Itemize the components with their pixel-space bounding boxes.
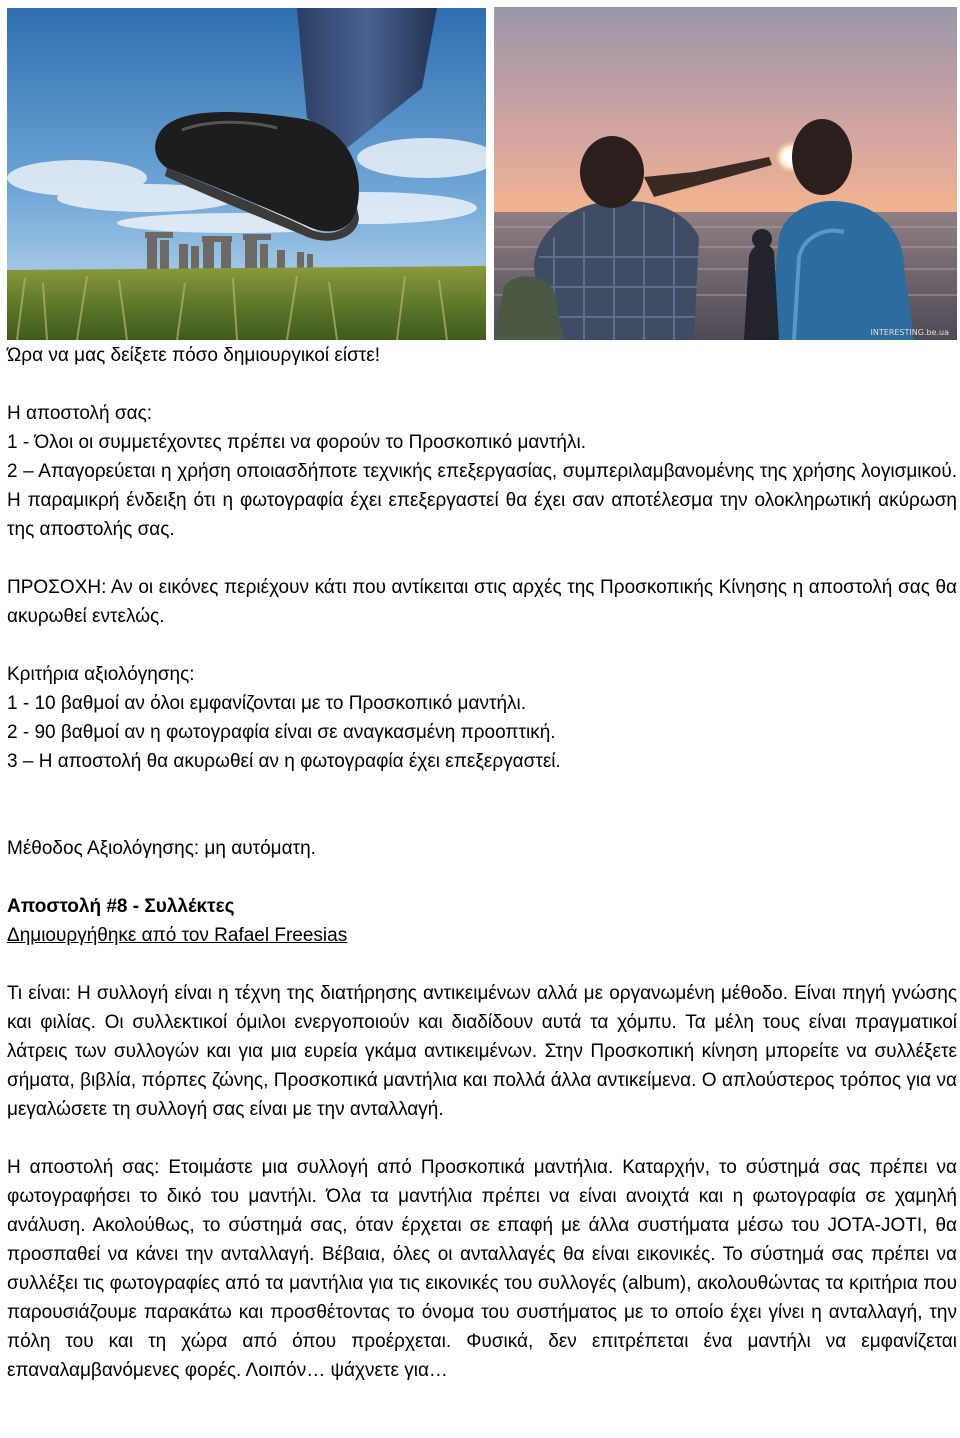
- intro-text: Ώρα να μας δείξετε πόσο δημιουργικοί είστε!: [7, 345, 381, 366]
- mission-heading: Η αποστολή σας:: [7, 403, 153, 424]
- criteria-item-3: 3 – Η αποστολή θα ακυρωθεί αν η φωτογραφία έχει επεξεργαστεί.: [7, 751, 561, 772]
- evaluation-method: Μέθοδος Αξιολόγησης: μη αυτόματη.: [7, 838, 316, 859]
- criteria-item-1: 1 - 10 βαθμοί αν όλοι εμφανίζονται με το Προσκοπικό μαντήλι.: [7, 693, 527, 714]
- sunset-forced-perspective-photo: [494, 7, 957, 340]
- photo-credit: INTERESTING.be.ua: [870, 328, 949, 337]
- criteria-heading: Κριτήρια αξιολόγησης:: [7, 664, 195, 685]
- example-photos: [7, 8, 957, 340]
- mission-rule-2: 2 – Απαγορεύεται η χρήση οποιασδήποτε τεχνικής επεξεργασίας, συμπεριλαμβανομένης της χρήσης λογισμικού. Η παραμικρή ένδειξη ότι η φωτογραφία έχει επεξεργαστεί θα έχει σαν αποτέλεσμα την ολοκληρωτική ακύρωση της αποστολής σας.: [7, 461, 957, 540]
- mission-rule-1: 1 - Όλοι οι συμμετέχοντες πρέπει να φορούν το Προσκοπικό μαντήλι.: [7, 432, 586, 453]
- criteria-item-2: 2 - 90 βαθμοί αν η φωτογραφία είναι σε αναγκασμένη προοπτική.: [7, 722, 556, 743]
- mission-8-author: Δημιουργήθηκε από τον Rafael Freesias: [7, 925, 348, 946]
- mission-8-title: Αποστολή #8 - Συλλέκτες: [7, 896, 235, 917]
- warning-text: ΠΡΟΣΟΧΗ: Αν οι εικόνες περιέχουν κάτι που αντίκειται στις αρχές της Προσκοπικής Κίνησης η αποστολή σας θα ακυρωθεί εντελώς.: [7, 577, 957, 627]
- document-body: [7, 341, 957, 1385]
- mission-8-description: Τι είναι: Η συλλογή είναι η τέχνη της διατήρησης αντικειμένων αλλά με οργανωμένη μέθοδο. Είναι πηγή γνώσης και φιλίας. Οι συλλεκτικοί όμιλοι ενεργοποιούν και διαδίδουν αυτά τα χόμπυ. Τα μέλη τους είναι πραγματικοί λάτρεις των συλλογών και για μια ευρεία γκάμα αντικειμένων. Στην Προσκοπική κίνηση μπορείτε να συλλέξετε σήματα, βιβλία, πόρπες ζώνης, Προσκοπικά μαντήλια και πολλά άλλα αντικείμενα. Ο απλούστερος τρόπος για να μεγαλώσετε τη συλλογή σας είναι με την ανταλλαγή.: [7, 983, 957, 1120]
- mission-8-task: Η αποστολή σας: Ετοιμάστε μια συλλογή από Προσκοπικά μαντήλια. Καταρχήν, το σύστημά σας πρέπει να φωτογραφήσει το δικό του μαντήλι. Όλα τα μαντήλια πρέπει να είναι ανοιχτά και η φωτογραφία σε χαμηλή ανάλυση. Ακολούθως, το σύστημά σας, όταν έρχεται σε επαφή με άλλα συστήματα μέσω του JOTA-JOTI, θα προσπαθεί να κάνει την ανταλλαγή. Βέβαια, όλες οι ανταλλαγές θα είναι εικονικές. Το σύστημά σας πρέπει να συλλέξει τις φωτογραφίες από τα μαντήλια για τις εικονικές του συλλογές (album), ακολουθώντας τα κριτήρια που παρουσιάζουμε παρακάτω και προσθέτοντας το όνομα του συστήματος με το οποίο έχει γίνει η ανταλλαγή, την πόλη του και τη χώρα από όπου προέρχεται. Φυσικά, δεν επιτρέπεται ένα μαντήλι να εμφανίζεται επαναλαμβανόμενες φορές. Λοιπόν… ψάχνετε για…: [7, 1157, 957, 1381]
- stonehenge-forced-perspective-photo: [7, 8, 486, 340]
